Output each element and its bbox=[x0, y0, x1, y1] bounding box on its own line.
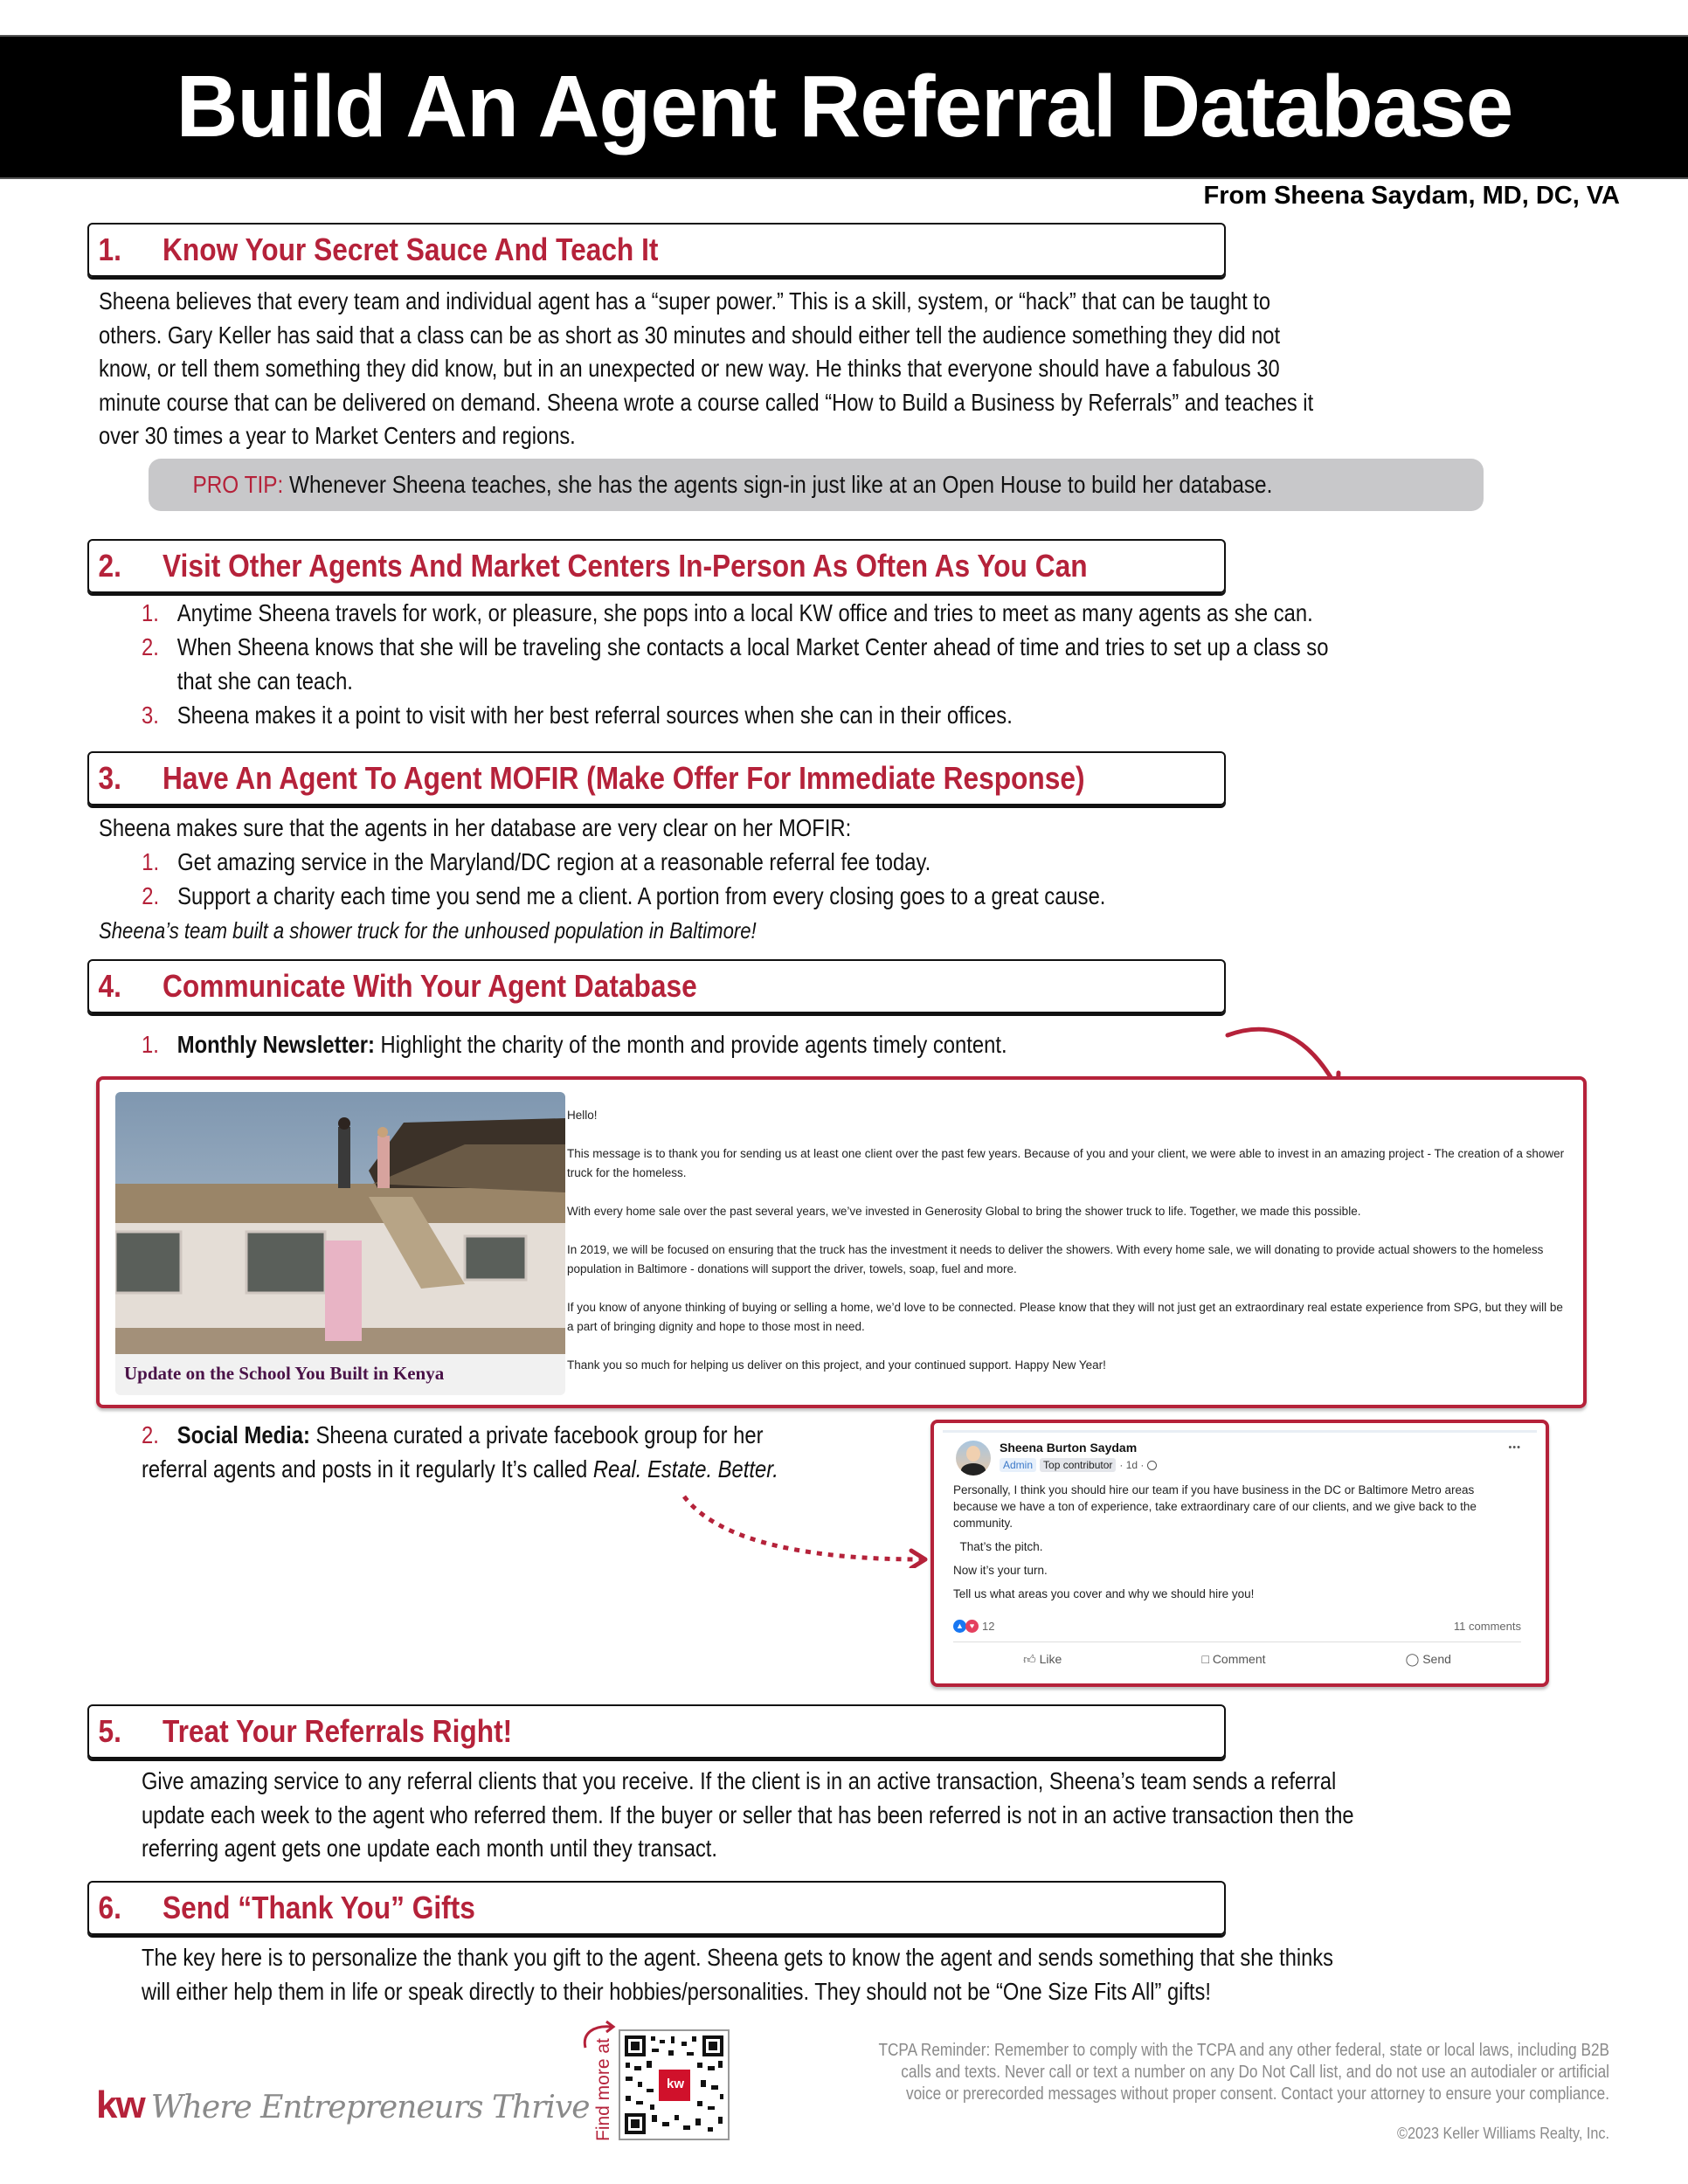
post-meta bbox=[1000, 1458, 1157, 1472]
qr-code[interactable] bbox=[619, 2029, 730, 2140]
section-6-body bbox=[142, 1941, 1333, 2008]
comment-count[interactable]: 11 comments bbox=[1453, 1620, 1521, 1633]
post-actions bbox=[953, 1652, 1521, 1667]
body-line: update each week to the agent who referred them. If the buyer or seller that has been referred is not in an active transaction then the bbox=[142, 1800, 1354, 1828]
comment-button[interactable] bbox=[1201, 1652, 1265, 1667]
thumbs-up-icon: 👍︎ bbox=[1023, 1652, 1040, 1666]
admin-badge: Admin bbox=[1000, 1458, 1036, 1472]
list-number bbox=[142, 1421, 159, 1449]
list-item-text: Support a charity each time you send me a client. A portion from every closing goes to a great cause. bbox=[177, 882, 1106, 909]
item-label: Monthly Newsletter: bbox=[176, 1031, 375, 1058]
section-5-header bbox=[87, 1704, 1226, 1759]
list-item-text: When Sheena knows that she will be traveling she contacts a local Market Center ahead of time and tries to set up a class so bbox=[176, 633, 1329, 660]
mofir-note: Sheena’s team built a shower truck for the unhoused population in Baltimore! bbox=[99, 917, 757, 943]
section-title: Communicate With Your Agent Database bbox=[163, 968, 697, 1004]
section-1-body bbox=[99, 285, 1313, 453]
item-text: Sheena curated a private facebook group for her bbox=[309, 1421, 764, 1448]
section-title: Send “Thank You” Gifts bbox=[163, 1890, 475, 1925]
item-label: Social Media: bbox=[176, 1421, 310, 1448]
newsletter-paragraph: Hello! bbox=[567, 1109, 598, 1122]
list-item-text: Anytime Sheena travels for work, or pleasure, she pops into a local KW office and tries to meet as many agents as she can. bbox=[176, 599, 1313, 626]
group-name: Real. Estate. Better. bbox=[592, 1455, 778, 1482]
newsletter-paragraph: In 2019, we will be focused on ensuring that the truck has the investment it needs to deliver the showers. With every home sale, we will donating to provide actual showers to the homeless population in Baltimore - donations will support the driver, towels, soap, fuel and more. bbox=[567, 1243, 1544, 1275]
send-label: Send bbox=[1422, 1652, 1451, 1666]
divider bbox=[953, 1641, 1521, 1642]
list-number bbox=[142, 882, 159, 910]
post-paragraph: Now it’s your turn. bbox=[953, 1564, 1048, 1577]
list-item bbox=[142, 702, 159, 729]
list-item-text: Sheena makes it a point to visit with her best referral sources when she can in their offices. bbox=[176, 702, 1013, 729]
section-number: 6. bbox=[98, 1890, 121, 1925]
post-paragraph: Tell us what areas you cover and why we should hire you! bbox=[953, 1587, 1255, 1600]
kenya-school-photo bbox=[115, 1092, 565, 1395]
section-6-header bbox=[87, 1881, 1226, 1935]
newsletter-paragraph: This message is to thank you for sending us at least one client over the past few years. Because of you and your client, we were able to invest in an amazing project - The creation of a shower truck for the homeless. bbox=[567, 1147, 1565, 1179]
like-label: Like bbox=[1039, 1652, 1062, 1666]
section-number: 3. bbox=[98, 760, 121, 796]
newsletter-paragraph: Thank you so much for helping us deliver on this project, and your continued support. Happy New Year! bbox=[567, 1358, 1106, 1372]
list-number: 1. bbox=[142, 599, 159, 626]
comment-label: Comment bbox=[1212, 1652, 1266, 1666]
kw-logo-mark: kw bbox=[96, 2084, 144, 2126]
section-2-list bbox=[142, 599, 1404, 739]
more-options-icon[interactable]: ••• bbox=[1508, 1442, 1521, 1453]
list-number bbox=[142, 848, 159, 876]
list-item bbox=[142, 633, 159, 661]
copyright: ©2023 Keller Williams Realty, Inc. bbox=[1396, 2125, 1609, 2142]
love-reaction-icon: ♥ bbox=[965, 1620, 979, 1633]
list-number: 2. bbox=[142, 633, 159, 660]
pro-tip-label: PRO TIP: bbox=[192, 471, 284, 498]
mofir-intro: Sheena makes sure that the agents in her database are very clear on her MOFIR: bbox=[99, 814, 852, 841]
section-3-header bbox=[87, 751, 1226, 805]
item-text: Highlight the charity of the month and provide agents timely content. bbox=[374, 1031, 1007, 1058]
list-number-text: 2. bbox=[142, 1421, 159, 1448]
dotted-arrow-icon bbox=[677, 1489, 939, 1568]
list-item-text: Get amazing service in the Maryland/DC region at a reasonable referral fee today. bbox=[177, 848, 931, 875]
post-time: · 1d · bbox=[1119, 1459, 1145, 1471]
title-banner bbox=[0, 35, 1688, 179]
qr-kw-logo: kw bbox=[666, 2077, 684, 2091]
body-line: know, or tell them something they did know, but in an unexpected or new way. He thinks that everyone should have a fabulous 30 bbox=[99, 355, 1280, 382]
section-title: Know Your Secret Sauce And Teach It bbox=[163, 232, 659, 267]
avatar[interactable] bbox=[956, 1441, 991, 1476]
section-title: Visit Other Agents And Market Centers In-Person As Often As You Can bbox=[163, 548, 1088, 584]
comment-bubble-icon: □ bbox=[1201, 1652, 1213, 1666]
newsletter-line bbox=[177, 1031, 1007, 1059]
find-more-label: Find more at bbox=[593, 2038, 613, 2141]
body-line: Sheena believes that every team and individual agent has a “super power.” This is a skill, system, or “hack” that can be taught to bbox=[99, 287, 1271, 314]
post-top-divider bbox=[943, 1430, 1537, 1433]
section-number: 1. bbox=[98, 232, 121, 267]
pro-tip-text: Whenever Sheena teaches, she has the agents sign-in just like at an Open House to build her database. bbox=[283, 471, 1273, 498]
post-body bbox=[953, 1482, 1512, 1609]
section-1-header bbox=[87, 223, 1226, 277]
like-button[interactable] bbox=[1023, 1652, 1062, 1667]
newsletter-paragraph: With every home sale over the past several years, we’ve invested in Generosity Global to bring the shower truck to life. Together, we made this possible. bbox=[567, 1205, 1361, 1218]
tagline: Where Entrepreneurs Thrive bbox=[150, 2090, 590, 2125]
section-2-header bbox=[87, 539, 1226, 593]
section-title: Have An Agent To Agent MOFIR (Make Offer For Immediate Response) bbox=[163, 760, 1085, 796]
social-line-2 bbox=[142, 1455, 778, 1483]
disclaimer-line: voice or prerecorded messages without proper consent. Contact your attorney to ensure your compliance. bbox=[905, 2084, 1609, 2104]
disclaimer-line: TCPA Reminder: Remember to comply with the TCPA and any other federal, state or local laws, including B2B bbox=[878, 2041, 1609, 2060]
section-4-header bbox=[87, 959, 1226, 1013]
byline: From Sheena Saydam, MD, DC, VA bbox=[1203, 182, 1620, 210]
messenger-icon: ◯ bbox=[1405, 1652, 1423, 1666]
list-number-text: 2. bbox=[142, 882, 160, 909]
like-reaction-icon: ▲ bbox=[953, 1620, 966, 1633]
post-paragraph: That’s the pitch. bbox=[953, 1540, 1043, 1553]
post-paragraph: Personally, I think you should hire our team if you have business in the DC or Baltimore Metro areas because we have a ton of experience, take extraordinary care of our clients, and we give back to the community. bbox=[953, 1483, 1477, 1530]
list-number bbox=[142, 1031, 159, 1059]
section-number: 4. bbox=[98, 968, 121, 1004]
item-text: referral agents and posts in it regularly It’s called bbox=[142, 1455, 593, 1482]
body-line: The key here is to personalize the thank you gift to the agent. Sheena gets to know the agent and sends something that she thinks bbox=[142, 1944, 1333, 1971]
newsletter-preview bbox=[96, 1076, 1587, 1408]
section-5-body bbox=[142, 1765, 1354, 1866]
find-more-label-wrap bbox=[584, 2035, 619, 2140]
body-line: referring agent gets one update each month until they transact. bbox=[142, 1835, 717, 1862]
newsletter-paragraph: If you know of anyone thinking of buying or selling a home, we’d love to be connected. Please know that they will not just get an extraordinary real estate experience from SPG, but they will be a part of bringing dignity and hope to those most in need. bbox=[567, 1301, 1563, 1333]
facebook-post-preview bbox=[930, 1420, 1549, 1687]
list-item-text: that she can teach. bbox=[176, 667, 353, 695]
list-item bbox=[142, 599, 159, 627]
reaction-count: 12 bbox=[982, 1620, 995, 1633]
newsletter-body bbox=[567, 1106, 1572, 1394]
list-number-text: 1. bbox=[142, 1031, 159, 1058]
pro-tip-banner bbox=[149, 459, 1484, 511]
kw-logo bbox=[96, 2084, 590, 2127]
tcpa-disclaimer bbox=[753, 2040, 1609, 2105]
reactions[interactable] bbox=[953, 1620, 994, 1633]
body-line: others. Gary Keller has said that a class can be as short as 30 minutes and should either tell the audience something they did not bbox=[99, 321, 1281, 349]
top-contributor-badge: Top contributor bbox=[1040, 1458, 1116, 1472]
curved-arrow-small-icon bbox=[577, 2020, 620, 2051]
school-building-image bbox=[115, 1092, 565, 1354]
page-title: Build An Agent Referral Database bbox=[176, 58, 1512, 156]
section-number: 2. bbox=[98, 548, 121, 584]
section-3-body bbox=[99, 814, 1361, 954]
body-line: Give amazing service to any referral clients that you receive. If the client is in an active transaction, Sheena’s team sends a referral bbox=[142, 1767, 1337, 1794]
body-line: will either help them in life or speak directly to their hobbies/personalities. They should not be “One Size Fits All” gifts! bbox=[142, 1977, 1211, 2005]
body-line: minute course that can be delivered on demand. Sheena wrote a course called “How to Build a Business by Referrals” and teaches it bbox=[99, 388, 1314, 416]
post-author[interactable]: Sheena Burton Saydam bbox=[1000, 1441, 1138, 1455]
social-line-1 bbox=[177, 1421, 764, 1449]
send-button[interactable] bbox=[1406, 1652, 1451, 1667]
disclaimer-line: calls and texts. Never call or text a number on any Do Not Call list, and do not use an autodialer or artificial bbox=[901, 2063, 1609, 2082]
list-number-text: 1. bbox=[142, 848, 160, 875]
body-line: over 30 times a year to Market Centers and regions. bbox=[99, 422, 576, 449]
section-number: 5. bbox=[98, 1713, 121, 1749]
section-title: Treat Your Referrals Right! bbox=[163, 1713, 513, 1749]
globe-icon bbox=[1147, 1461, 1157, 1470]
list-number: 3. bbox=[142, 702, 159, 729]
newsletter-image-caption: Update on the School You Built in Kenya bbox=[124, 1363, 445, 1384]
